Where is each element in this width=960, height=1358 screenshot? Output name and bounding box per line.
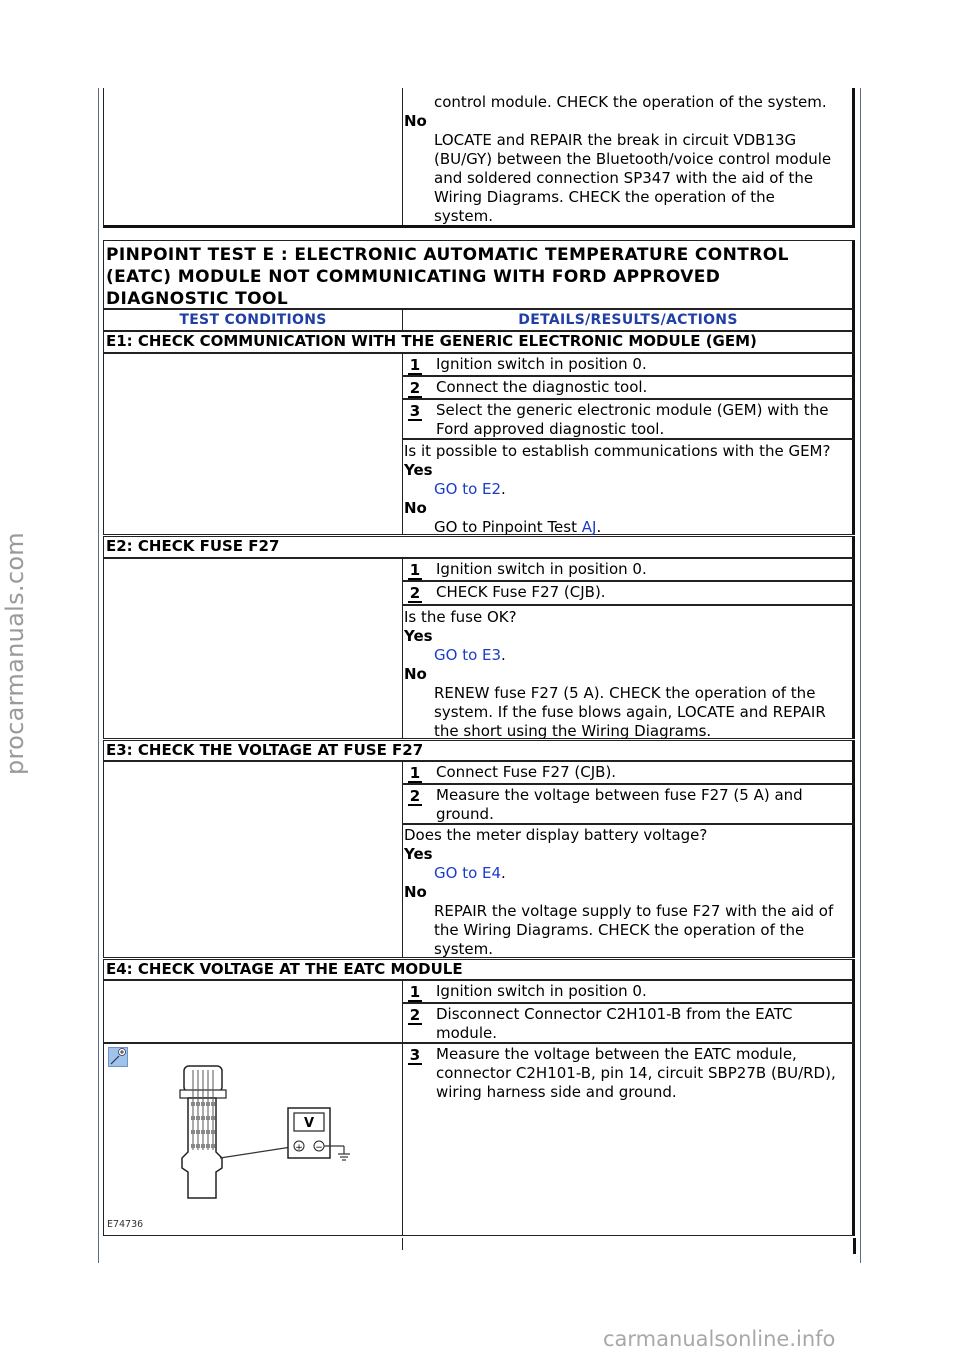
- top-continuation-block: [103, 88, 855, 228]
- e4-step: [402, 980, 855, 1003]
- e4-title-row: [103, 959, 855, 980]
- e2-title-row: [103, 536, 855, 558]
- top-no-line: and soldered connection SP347 with the aid of the: [434, 169, 814, 187]
- e3-title: E3: CHECK THE VOLTAGE AT FUSE F27: [106, 741, 424, 759]
- e4-step: [402, 1003, 855, 1043]
- punct: .: [501, 646, 506, 664]
- step-text: Ignition switch in position 0.: [436, 982, 647, 1000]
- continuation-line: [853, 1238, 856, 1254]
- punct: .: [501, 864, 506, 882]
- top-no-line: (BU/GY) between the Bluetooth/voice control module: [434, 150, 832, 168]
- punct: .: [596, 518, 602, 536]
- meter-plus-label: +: [295, 1143, 303, 1153]
- connector-meter-diagram: [108, 1060, 398, 1220]
- test-title-line: PINPOINT TEST E : ELECTRONIC AUTOMATIC TEMPERATURE CONTROL: [106, 245, 789, 265]
- footer-watermark: carmanualsonline.info: [603, 1327, 836, 1351]
- side-watermark: procarmanuals.com: [1, 532, 29, 775]
- e1-step: [402, 376, 855, 399]
- top-no-label: No: [404, 112, 427, 130]
- e3-step: [402, 784, 855, 824]
- e3-conditions-cell: [103, 761, 403, 958]
- e3-title-row: [103, 740, 855, 761]
- e4-step: [402, 1043, 855, 1236]
- step-text: Select the generic electronic module (GEM) with the Ford approved diagnostic tool.: [436, 401, 829, 438]
- e4-title: E4: CHECK VOLTAGE AT THE EATC MODULE: [106, 960, 463, 978]
- e1-title: E1: CHECK COMMUNICATION WITH THE GENERIC ELECTRONIC MODULE (GEM): [106, 332, 757, 350]
- step-number: 3: [409, 402, 421, 420]
- e4-figure-cell: [103, 1043, 403, 1236]
- top-line1: control module. CHECK the operation of the system.: [434, 93, 827, 111]
- e1-step: [402, 353, 855, 376]
- e3-no-line: REPAIR the voltage supply to fuse F27 with the aid of: [434, 902, 834, 920]
- step-number: 2: [409, 379, 421, 397]
- e1-no-text: GO to Pinpoint Test: [434, 518, 582, 536]
- e2-no-line: RENEW fuse F27 (5 A). CHECK the operation of the: [434, 684, 816, 702]
- e2-conditions-cell: [103, 558, 403, 739]
- e2-no-line: the short using the Wiring Diagrams.: [434, 722, 712, 740]
- test-title-line: DIAGNOSTIC TOOL: [106, 289, 289, 309]
- step-number: 2: [409, 787, 421, 805]
- punct: .: [501, 480, 506, 498]
- e2-no-line: system. If the fuse blows again, LOCATE and REPAIR: [434, 703, 826, 721]
- top-no-line: system.: [434, 207, 493, 225]
- column-header-row: [103, 309, 855, 331]
- step-number: 2: [409, 1006, 421, 1024]
- e1-conditions-cell: [103, 353, 403, 535]
- e3-no-line: the Wiring Diagrams. CHECK the operation of the: [434, 921, 805, 939]
- step-number: 1: [409, 561, 421, 579]
- step-text: CHECK Fuse F27 (CJB).: [436, 583, 606, 601]
- no-label: No: [404, 883, 427, 901]
- e1-step: [402, 399, 855, 439]
- e2-title: E2: CHECK FUSE F27: [106, 537, 280, 555]
- step-text: Measure the voltage between fuse F27 (5 A) and ground.: [436, 786, 803, 823]
- top-no-line: LOCATE and REPAIR the break in circuit VDB13G: [434, 131, 797, 149]
- e3-yes-link[interactable]: GO to E4: [434, 864, 502, 882]
- no-label: No: [404, 499, 427, 517]
- step-number: 1: [409, 983, 421, 1001]
- e4-conditions-cell: [103, 980, 403, 1043]
- yes-label: Yes: [404, 845, 433, 863]
- step-text: Measure the voltage between the EATC module, connector C2H101-B, pin 14, circuit SBP27B (BU/RD), wiring harness side and ground.: [436, 1045, 836, 1101]
- pinpoint-test-header: [103, 240, 855, 309]
- step-text: Ignition switch in position 0.: [436, 355, 647, 373]
- step-text: Connect Fuse F27 (CJB).: [436, 763, 617, 781]
- e3-step: [402, 761, 855, 784]
- e3-question: Does the meter display battery voltage?: [404, 826, 708, 844]
- figure-code: E74736: [107, 1219, 144, 1230]
- e2-question: Is the fuse OK?: [404, 608, 517, 626]
- step-text: Connect the diagnostic tool.: [436, 378, 648, 396]
- yes-label: Yes: [404, 461, 433, 479]
- e1-title-row: [103, 331, 855, 353]
- step-text: Ignition switch in position 0.: [436, 560, 647, 578]
- e1-question: Is it possible to establish communications with the GEM?: [404, 442, 831, 460]
- e2-yes-link[interactable]: GO to E3: [434, 646, 502, 664]
- top-no-line: Wiring Diagrams. CHECK the operation of the: [434, 188, 775, 206]
- right-frame-line: [860, 88, 861, 1263]
- e1-no-link[interactable]: AJ: [581, 518, 597, 536]
- e1-yes-link[interactable]: GO to E2: [434, 480, 502, 498]
- left-frame-line: [98, 88, 99, 1263]
- yes-label: Yes: [404, 627, 433, 645]
- col-details-results: DETAILS/RESULTS/ACTIONS: [518, 312, 738, 328]
- continuation-line: [402, 1238, 403, 1250]
- meter-minus-label: −: [315, 1143, 323, 1153]
- e3-no-line: system.: [434, 940, 493, 958]
- col-test-conditions: TEST CONDITIONS: [179, 312, 327, 328]
- e2-response: [402, 605, 855, 739]
- step-number: 3: [409, 1046, 421, 1064]
- meter-label: V: [303, 1116, 315, 1131]
- e3-response: [402, 824, 855, 958]
- no-label: No: [404, 665, 427, 683]
- step-number: 1: [409, 356, 421, 374]
- e2-step: [402, 581, 855, 605]
- test-title-line: (EATC) MODULE NOT COMMUNICATING WITH FORD APPROVED: [106, 267, 721, 287]
- step-number: 2: [409, 584, 421, 602]
- e2-step: [402, 558, 855, 581]
- step-number: 1: [409, 764, 421, 782]
- e1-response: [402, 439, 855, 535]
- step-text: Disconnect Connector C2H101-B from the EATC module.: [436, 1005, 793, 1042]
